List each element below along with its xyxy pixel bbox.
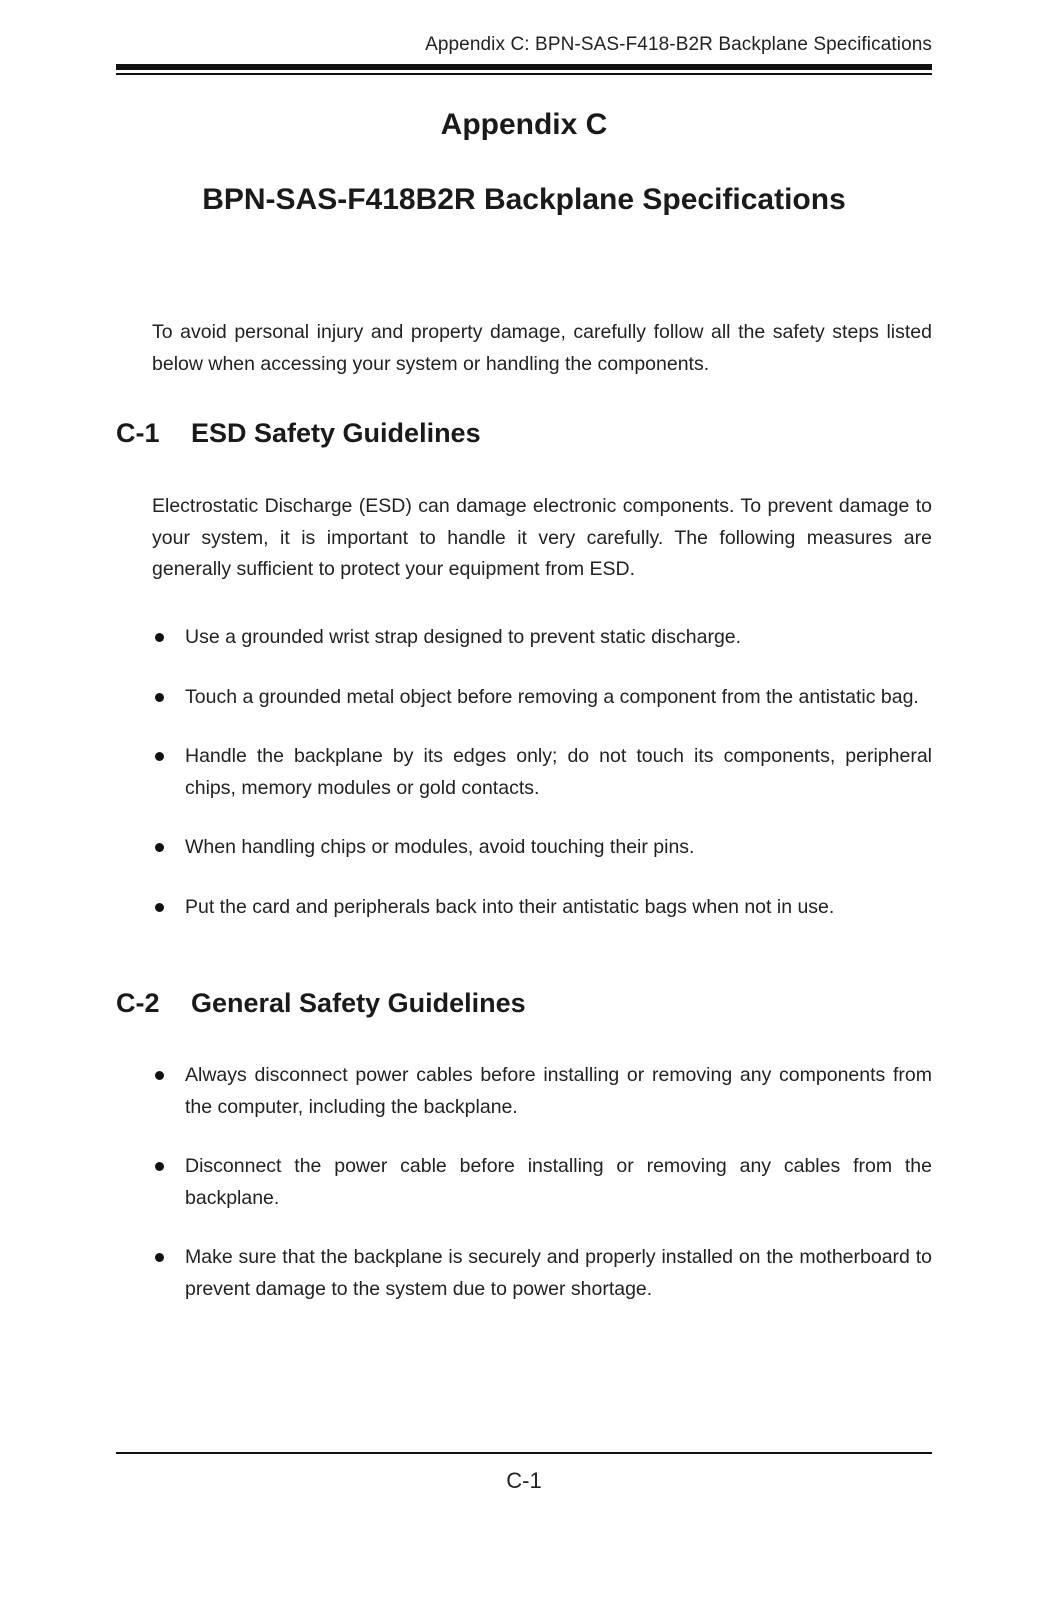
bullet-icon bbox=[155, 1071, 164, 1080]
bullet-icon bbox=[155, 903, 164, 912]
header-rule-thin bbox=[116, 73, 932, 75]
header-rule-thick bbox=[116, 64, 932, 70]
list-item-text: Disconnect the power cable before installing or removing any cables from the backplane. bbox=[185, 1155, 932, 1209]
list-item-text: Make sure that the backplane is securely and properly installed on the motherboard to prevent damage to the system due to power shortage. bbox=[185, 1246, 932, 1300]
page-number: C-1 bbox=[506, 1468, 542, 1493]
bullet-icon bbox=[155, 752, 164, 761]
section-number: C-1 bbox=[116, 418, 160, 448]
list-item-text: Touch a grounded metal object before removing a component from the antistatic bag. bbox=[185, 685, 919, 708]
appendix-title: Appendix C bbox=[440, 108, 608, 141]
bullet-icon bbox=[155, 843, 164, 852]
intro-paragraph: To avoid personal injury and property damage, carefully follow all the safety steps listed below when accessing your system or handling the components. bbox=[152, 321, 932, 375]
section-title: General Safety Guidelines bbox=[191, 988, 526, 1018]
list-item-text: Use a grounded wrist strap designed to prevent static discharge. bbox=[185, 626, 742, 648]
list-item-text: Always disconnect power cables before installing or removing any components from the computer, including the backplane. bbox=[185, 1064, 932, 1118]
list-item bbox=[152, 1060, 932, 1123]
esd-intro-paragraph: Electrostatic Discharge (ESD) can damage electronic components. To prevent damage to your system, it is important to handle it very carefully. The following measures are generally sufficient to protect your equipment from ESD. bbox=[152, 495, 932, 580]
section-heading-general bbox=[116, 988, 526, 1019]
section-number: C-2 bbox=[116, 988, 160, 1018]
bullet-icon bbox=[155, 693, 164, 702]
list-item bbox=[152, 1151, 932, 1214]
list-item-text: When handling chips or modules, avoid touching their pins. bbox=[185, 836, 695, 858]
bullet-icon bbox=[155, 1162, 164, 1171]
section-title: ESD Safety Guidelines bbox=[191, 418, 481, 448]
list-item-text: Put the card and peripherals back into their antistatic bags when not in use. bbox=[185, 895, 835, 918]
bullet-icon bbox=[155, 633, 164, 642]
list-item bbox=[152, 741, 932, 804]
esd-bullet-list bbox=[152, 622, 932, 923]
bullet-icon bbox=[155, 1253, 164, 1262]
list-item bbox=[152, 892, 932, 924]
footer-rule bbox=[116, 1452, 932, 1454]
list-item bbox=[152, 832, 932, 864]
list-item bbox=[152, 1242, 932, 1305]
list-item bbox=[152, 622, 932, 654]
list-item-text: Handle the backplane by its edges only; do not touch its components, peripheral chips, memory modules or gold contacts. bbox=[185, 745, 932, 799]
running-header: Appendix C: BPN-SAS-F418-B2R Backplane Specifications bbox=[425, 34, 932, 55]
document-title: BPN-SAS-F418B2R Backplane Specifications bbox=[202, 183, 846, 216]
list-item bbox=[152, 682, 932, 714]
general-bullet-list bbox=[152, 1060, 932, 1305]
section-heading-esd bbox=[116, 418, 481, 449]
